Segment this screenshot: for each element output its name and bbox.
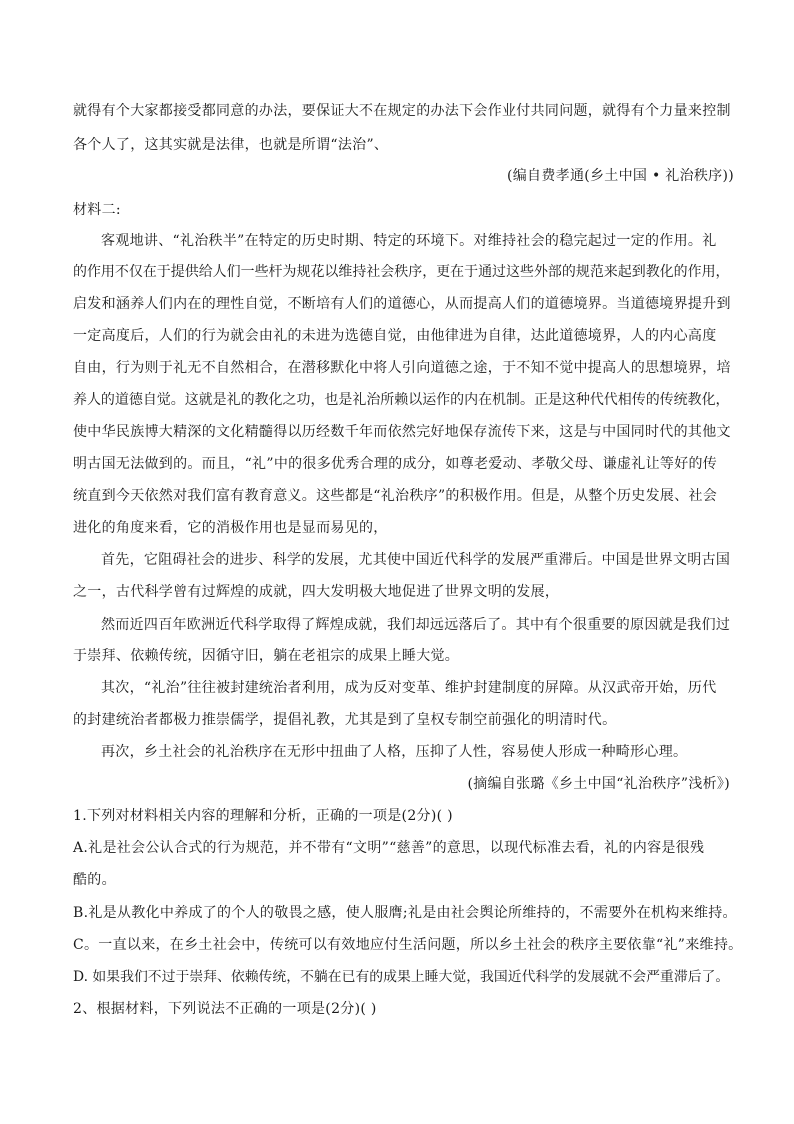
material2-line-15: 其次，“礼治”往往被封建统治者利用，成为反对变革、维护封建制度的屏障。从汉武帝开始，历代 [101,680,717,696]
question-1-option-a: A.礼是社会公认合式的行为规范，并不带有“文明”“慈善”的意思，以现代标准去看，礼的内容是很残 [73,840,705,856]
material2-line-1: 客观地讲、“礼治秩半”在特定的历史时期、特定的环境下。对维持社会的稳完起过一定的作用。礼 [101,233,717,249]
material2-line-4: 一定高度后，人们的行为就会由礼的未进为选德自觉，由他律进为自律，达此道德境界，人的内心高度 [73,328,717,344]
material2-heading: 材料二: [73,202,121,218]
material2-line-11: 首先，它阻碍社会的进步、科学的发展，尤其使中国近代科学的发展严重滞后。中国是世界文明古国 [101,552,731,568]
material2-line-7: 使中华民族博大精深的文化精髓得以历经数千年而依然完好地保存流传下来，这是与中国同时代的其他文 [73,424,731,440]
material1-source: (编自费孝通(乡土中国 • 礼治秩序)) [506,168,734,184]
material2-line-6: 养人的道德自觉。这就是礼的教化之功，也是礼治所赖以运作的内在机制。正是这种代代相传的传统教化， [73,392,730,408]
material2-line-9: 统直到今天依然对我们富有教育意义。这些都是“礼治秩序”的积极作用。但是，从整个历史发展、社会 [73,488,718,504]
material2-line-10: 进化的角度来看，它的消极作用也是显而易见的， [73,520,388,536]
material1-line-1: 就得有个大家都接受都同意的办法，要保证大不在规定的办法下会作业付共同问题，就得有个力量来控制 [73,103,731,119]
material2-line-12: 之一，古代科学曾有过辉煌的成就，四大发明极大地促进了世界文明的发展， [73,584,560,600]
material2-line-2: 的作用不仅在于提供给人们一些杆为规花以维持社会秩序，更在于通过这些外部的规范来起到教化的作用， [73,264,730,280]
material2-line-13: 然而近四百年欧洲近代科学取得了辉煌成就，我们却远远落后了。其中有个很重要的原因就是我们过 [101,617,731,633]
question-1-option-a-cont: 酷的。 [73,872,116,888]
question-1-option-d: D. 如果我们不过于崇拜、依赖传统，不躺在已有的成果上睡大觉，我国近代科学的发展就不会严重滞后了。 [73,969,730,985]
question-1-option-c: C。一直以来，在乡土社会中，传统可以有效地应付生活问题，所以乡土社会的秩序主要依靠“礼”来维持。 [73,937,743,953]
material2-line-14: 于崇拜、依赖传统，因循守旧，躺在老祖宗的成果上睡大觉。 [73,648,460,664]
question-2-stem: 2、根据材料，下列说法不正确的一项是(2分)( ) [73,1001,377,1017]
material2-line-8: 明古国无法做到的。而且，“礼”中的很多优秀合理的成分，如尊老爱动、孝敬父母、谦虚礼让等好的传 [73,456,718,472]
material2-line-3: 启发和涵养人们内在的理性自觉，不断培有人们的道德心，从而提高人们的道德境界。当道德境界提升到 [73,296,731,312]
material1-line-2: 各个人了，这其实就是法律，也就是所谓“法治”、 [73,137,389,153]
question-1-option-b: B.礼是从教化中养成了的个人的敬畏之感，使人服膺;礼是由社会舆论所维持的，不需要外在机构来维持。 [73,905,737,921]
material2-source: (摘编自张璐《乡土中国“礼治秩序”浅析》) [467,776,730,792]
material2-line-5: 自由，行为则于礼无不自然相合，在潜移默化中将人引向道德之途，于不知不觉中提高人的思想境界，培 [73,360,731,376]
question-1-stem: 1.下列对材料相关内容的理解和分析，正确的一项是(2分)( ) [73,808,453,824]
material2-line-16: 的封建统治者都极力推崇儒学，提倡礼教，尤其是到了皇权专制空前强化的明清时代。 [73,712,617,728]
material2-line-17: 再次，乡土社会的礼治秩序在无形中扭曲了人格，压抑了人性，容易使人形成一种畸形心理。 [101,744,688,760]
